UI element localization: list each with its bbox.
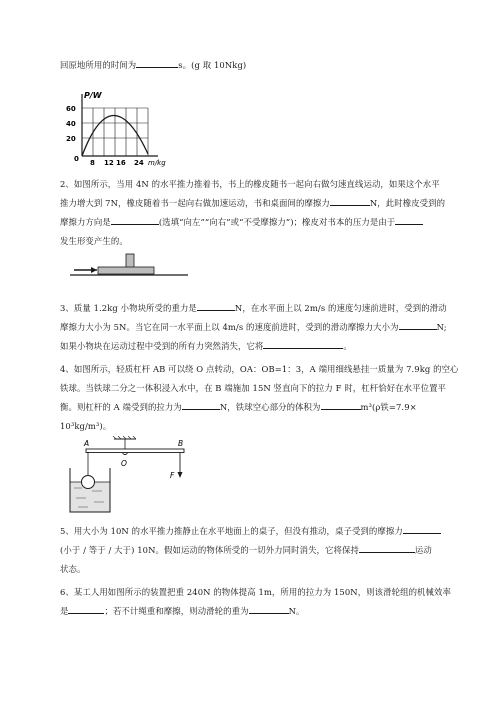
answer-blank[interactable] <box>249 604 289 614</box>
y-axis-label: P/W <box>84 91 102 100</box>
intro-text-after: s。(g 取 10Nkg) <box>178 60 247 70</box>
label-b: B <box>178 439 184 448</box>
q3-line-2: 摩擦力大小为 5N。当它在同一水平面上以 4m/s 的速度前进时，受到的滑动摩擦力大小为 N; <box>60 322 447 332</box>
answer-blank[interactable] <box>399 320 437 330</box>
y-tick-60: 60 <box>66 105 76 113</box>
intro-text: 回原地所用的时间为 <box>60 60 137 70</box>
x-tick-12: 12 <box>104 159 114 167</box>
book-eraser-figure <box>70 252 190 282</box>
intro-line <box>60 56 470 75</box>
question-5 <box>60 522 470 579</box>
lever-bar <box>86 449 184 453</box>
answer-blank[interactable] <box>182 400 220 410</box>
arrow-head-icon <box>91 267 97 273</box>
q3-line-1: 3、质量 1.2kg 小物块所受的重力是 N，在水平面上以 2m/s 的速度匀速前进时，受到的滑动 <box>60 303 447 313</box>
eraser <box>126 254 134 268</box>
question-4 <box>60 360 470 436</box>
q4-line-1: 4、如图所示，轻质杠杆 AB 可以绕 O 点转动，OA：OB=1：3，A 端用细线悬挂一质量为 7.9kg 的空心 <box>60 364 459 374</box>
q6-line-1: 6、某工人用如图所示的装置把重 240N 的物体提高 1m，所用的拉力为 150N，则该滑轮组的机械效率 <box>60 587 451 597</box>
q4-line-4: 10³kg/m³)。 <box>60 421 112 431</box>
q5-line-3: 状态。 <box>60 564 86 574</box>
answer-blank[interactable] <box>403 524 441 534</box>
question-6 <box>60 583 470 621</box>
q2-line-2: 推力增大到 7N，橡皮随着书一起向右做加速运动，书和桌面间的摩擦力 N，此时橡皮受到的 <box>60 198 446 208</box>
label-o: O <box>121 459 127 468</box>
answer-blank[interactable] <box>197 301 235 311</box>
book <box>98 267 154 274</box>
x-tick-16: 16 <box>116 159 126 167</box>
label-f: F <box>170 471 175 480</box>
question-2 <box>60 175 470 251</box>
force-arrow-icon <box>178 472 183 478</box>
x-tick-24: 24 <box>134 159 144 167</box>
q5-line-2: (小于 / 等于 / 大于) 10N。假如运动的物体所受的一切外力同时消失，它将保持 运动 <box>60 545 432 555</box>
lever-figure <box>66 436 196 516</box>
q6-line-2: 是 ；若不计绳重和摩擦，则动滑轮的重为 N。 <box>60 606 305 616</box>
q4-line-2: 铁球。当铁球二分之一体积浸入水中，在 B 端施加 15N 竖直向下的拉力 F 时，杠杆恰好在水平位置平 <box>60 383 447 393</box>
iron-ball <box>82 476 95 489</box>
answer-blank[interactable] <box>68 604 104 614</box>
power-mass-graph <box>62 88 172 168</box>
q5-line-1: 5、用大小为 10N 的水平推力推静止在水平地面上的桌子，但没有推动，桌子受到的摩擦力 <box>60 522 470 541</box>
y-tick-40: 40 <box>66 120 76 128</box>
q2-line-3: 摩擦力方向是 (选填“向左”“向右”或“不受摩擦力”)；橡皮对书本的压力是由于 <box>60 213 470 232</box>
question-3 <box>60 299 470 356</box>
answer-blank[interactable] <box>321 400 361 410</box>
q2-line-4: 发生形变产生的。 <box>60 236 128 246</box>
x-tick-8: 8 <box>90 159 95 167</box>
answer-blank[interactable] <box>330 196 370 206</box>
answer-blank[interactable] <box>263 339 343 349</box>
answer-blank[interactable] <box>136 58 178 68</box>
q2-line-1: 2、如图所示，当用 4N 的水平推力推着书，书上的橡皮随书一起向右做匀速直线运动，如果这个水平 <box>60 179 440 189</box>
label-a: A <box>84 439 90 448</box>
answer-blank[interactable] <box>359 543 415 553</box>
y-tick-0: 0 <box>74 155 79 163</box>
y-tick-20: 20 <box>66 135 76 143</box>
q4-line-3: 衡。则杠杆的 A 端受到的拉力为 N，铁球空心部分的体积为 m³(ρ铁=7.9× <box>60 402 417 412</box>
answer-blank[interactable] <box>111 215 159 225</box>
q3-line-3: 如果小物块在运动过程中受到的所有力突然消失，它将 。 <box>60 341 352 351</box>
answer-blank[interactable] <box>395 215 423 225</box>
x-axis-label: m/kg <box>148 159 166 167</box>
